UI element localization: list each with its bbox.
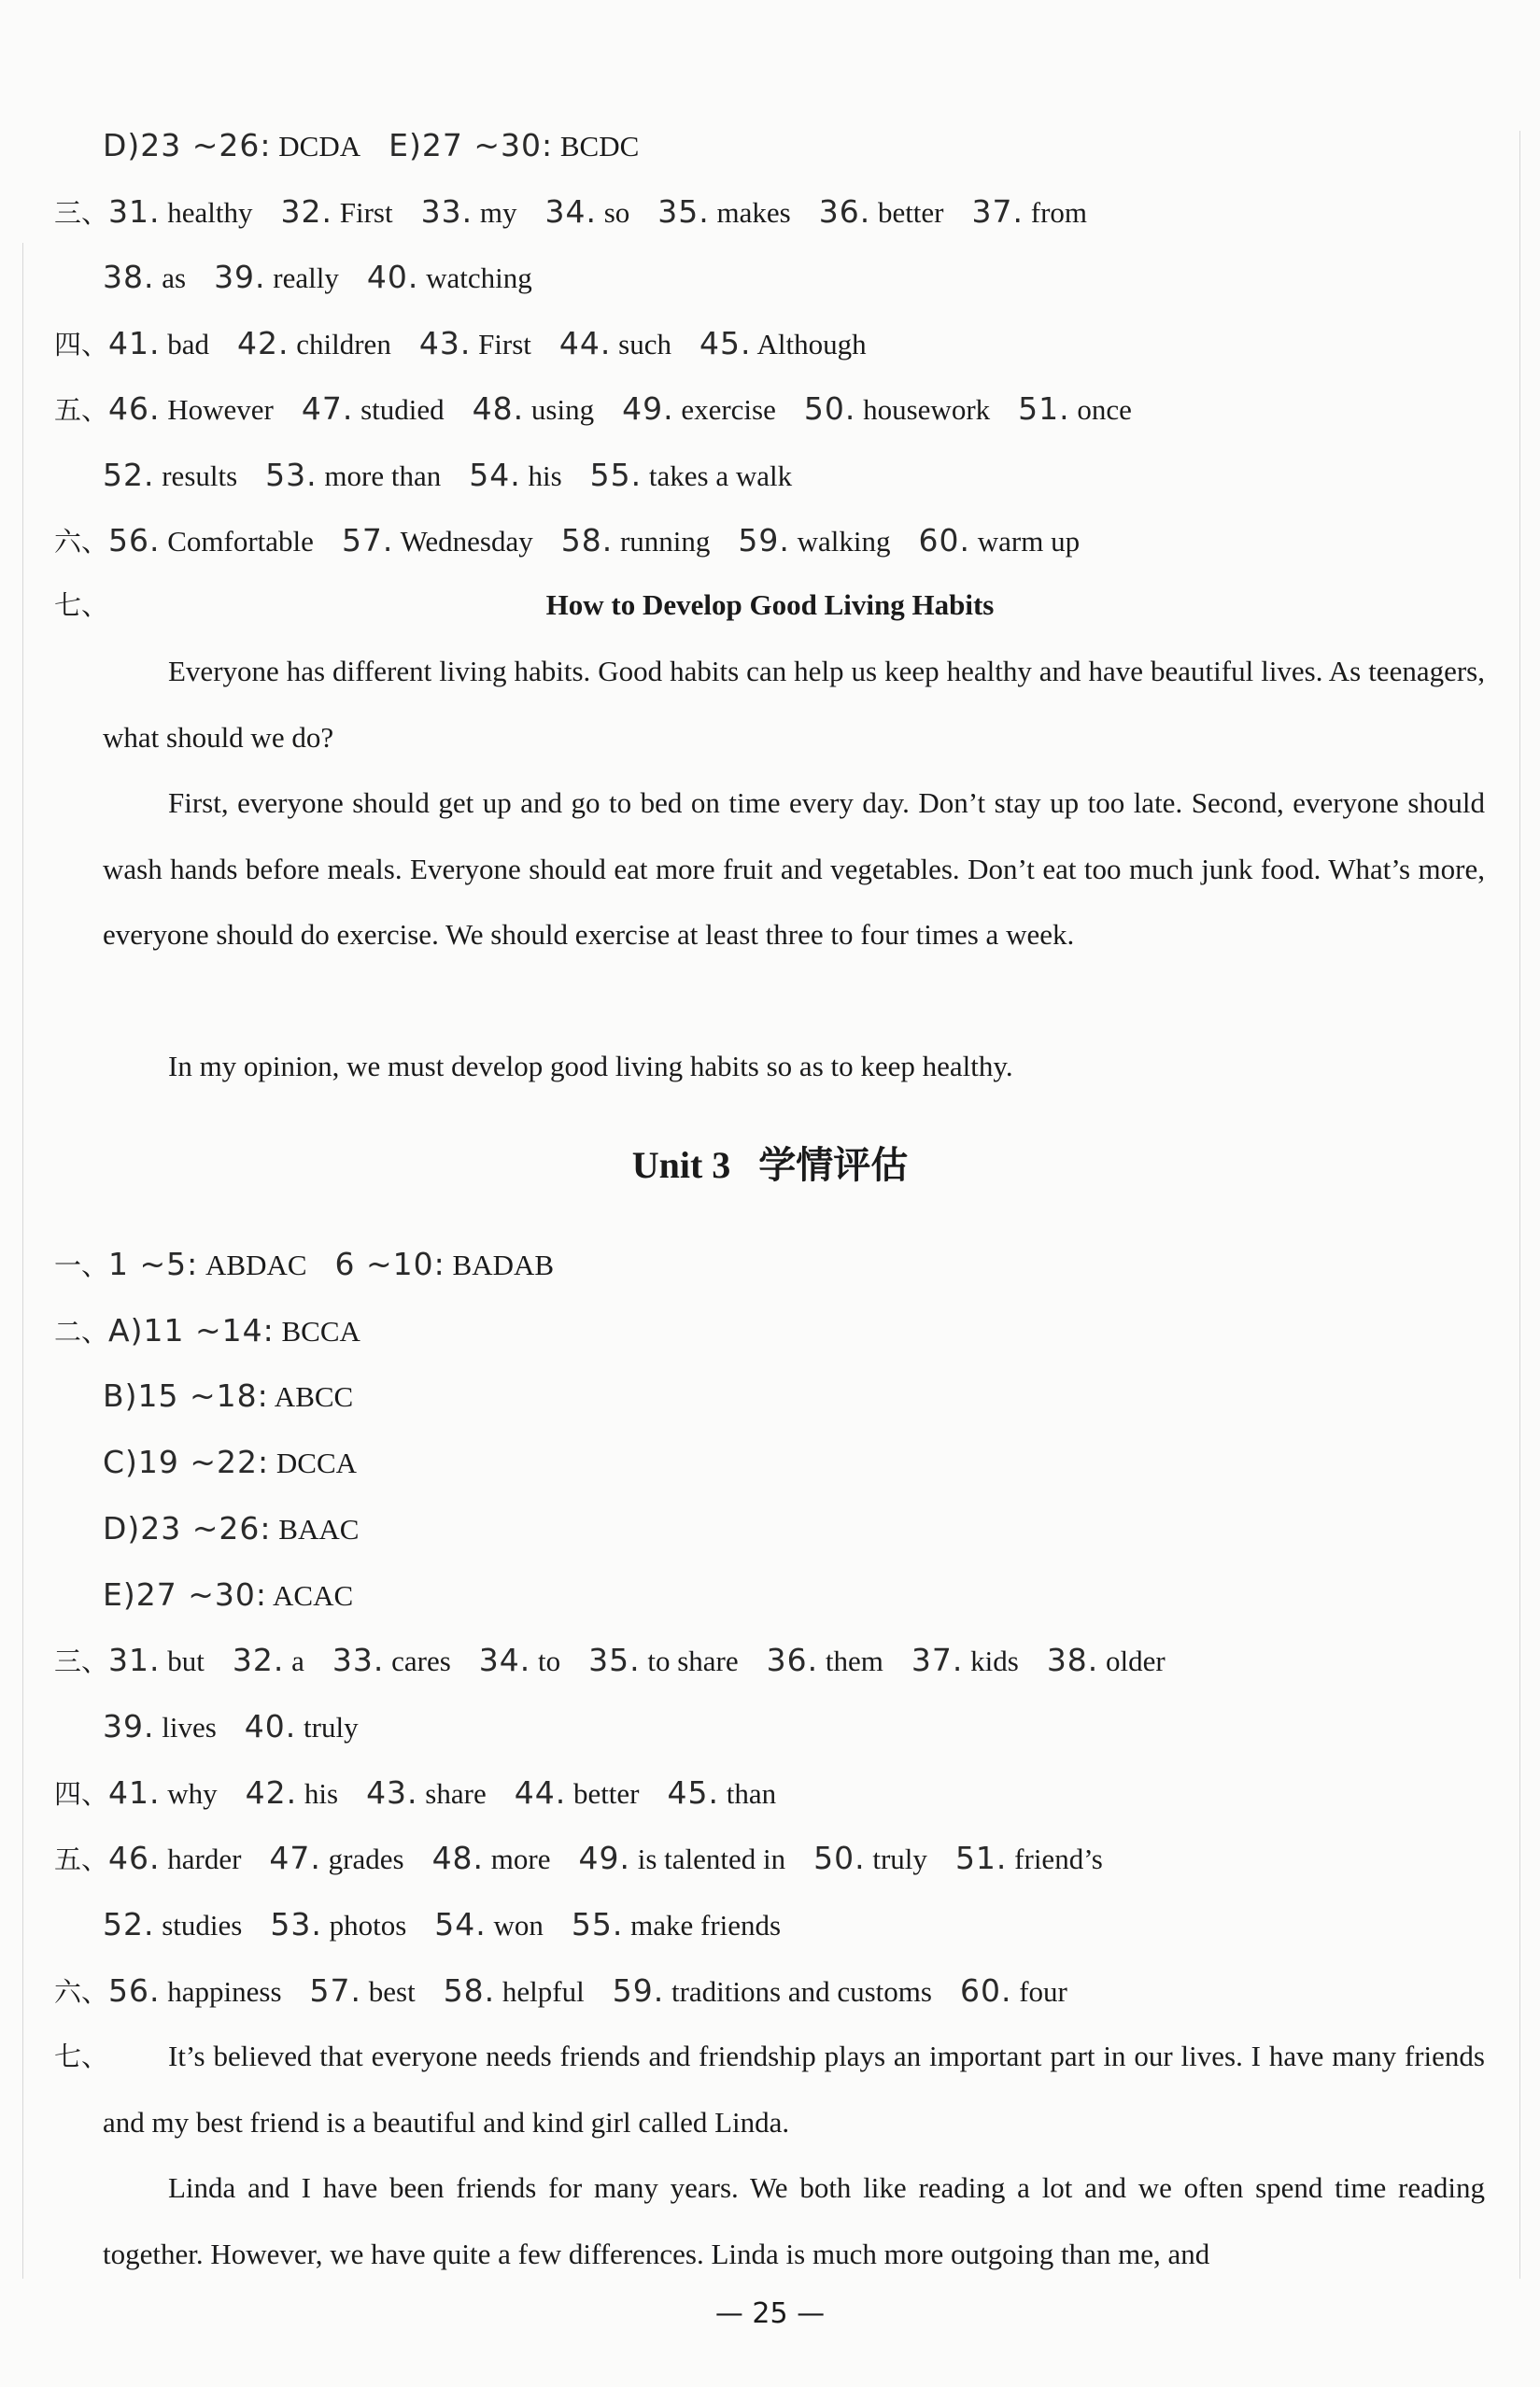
section-number: 二、 xyxy=(54,1315,109,1348)
question-number: 42. xyxy=(245,1773,298,1811)
question-number: 31. xyxy=(108,1642,161,1679)
answer-text: my xyxy=(473,195,517,229)
question-number: 44. xyxy=(514,1773,567,1811)
question-number: 48. xyxy=(431,1840,485,1877)
question-number: 52. xyxy=(103,456,155,493)
answer-text: more xyxy=(484,1843,551,1876)
question-number: 34. xyxy=(478,1642,531,1679)
answer-text: watching xyxy=(418,261,532,294)
question-number: 41. xyxy=(108,324,161,361)
question-number: 36. xyxy=(818,192,871,230)
unit3-answer-row xyxy=(54,1640,1194,1681)
question-number: 54. xyxy=(469,456,521,493)
answer-text: a xyxy=(284,1645,304,1678)
question-number: D)23 ~26: xyxy=(103,127,272,163)
question-number: 38. xyxy=(1046,1642,1099,1679)
answer-text: However xyxy=(160,393,274,426)
unit3-answer-row xyxy=(54,1838,1131,1879)
question-number: 39. xyxy=(214,259,266,295)
question-number: 57. xyxy=(341,522,394,558)
answer-text: better xyxy=(870,195,944,229)
unit-heading-cn: 学情评估 xyxy=(758,1144,909,1187)
question-number: 35. xyxy=(657,192,710,230)
question-number: 40. xyxy=(366,259,419,295)
answer-text: Although xyxy=(751,327,867,360)
section-number: 五、 xyxy=(54,394,109,426)
answer-text: results xyxy=(154,459,238,492)
question-number: 53. xyxy=(270,1906,322,1942)
answer-text: warm up xyxy=(970,525,1081,558)
question-number: 49. xyxy=(622,390,674,427)
answer-text: his xyxy=(297,1776,339,1810)
question-number: 56. xyxy=(108,522,161,558)
unit3-answer-row xyxy=(103,1508,387,1549)
section-number: 三、 xyxy=(54,1645,109,1678)
question-number: 59. xyxy=(612,1971,665,2009)
unit3-essay-paragraph-2: Linda and I have been friends for many years. We both like reading a lot and we often spend time reading together. However, we have quite a few differences. Linda is much more outgoing than me, and xyxy=(103,2171,1485,2270)
essay-label-1: 七、 xyxy=(54,589,109,621)
answer-text: won xyxy=(486,1909,544,1942)
answer-text: as xyxy=(154,261,187,294)
unit3-answer-row xyxy=(103,1376,381,1417)
answer-text: ABCC xyxy=(268,1380,354,1414)
essay-paragraph-2: First, everyone should get up and go to bed on time every day. Don’t stay up too late. Second, everyone should wash hands before meals. Everyone should eat more fruit and vegetables. Don’t eat too much junk food. What’s more, everyone should do exercise. We should exercise at least three to four times a week. xyxy=(103,786,1485,951)
answer-text: studied xyxy=(353,393,445,426)
answer-text: exercise xyxy=(673,393,776,426)
answer-text: more than xyxy=(317,459,442,492)
question-number: 41. xyxy=(108,1773,161,1811)
question-number: 31. xyxy=(108,192,161,230)
question-number: 46. xyxy=(108,1840,161,1877)
answer-text: ACAC xyxy=(266,1578,354,1612)
unit3-answer-row xyxy=(54,1970,1095,2012)
question-number: 6 ~10: xyxy=(334,1246,445,1282)
question-number: 42. xyxy=(237,324,290,361)
answer-text: First xyxy=(471,327,531,360)
unit-heading-en: Unit 3 xyxy=(631,1144,731,1186)
answer-text: bad xyxy=(160,327,210,360)
question-number: 38. xyxy=(103,259,155,295)
question-number: 32. xyxy=(232,1642,285,1679)
answer-text: Wednesday xyxy=(393,525,533,558)
answer-text: grades xyxy=(320,1843,404,1876)
question-number: 51. xyxy=(1018,390,1070,427)
question-number: B)15 ~18: xyxy=(103,1377,269,1415)
question-number: 55. xyxy=(589,456,643,493)
page-number: — 25 — xyxy=(714,2297,826,2330)
unit3-answer-row xyxy=(103,1904,809,1945)
question-number: D)23 ~26: xyxy=(103,1509,272,1547)
answer-text: cares xyxy=(384,1645,451,1678)
answer-text: DCCA xyxy=(269,1447,358,1480)
answer-text: Comfortable xyxy=(160,525,314,558)
question-number: 53. xyxy=(265,456,318,493)
question-number: 45. xyxy=(667,1773,719,1811)
answer-text: friend’s xyxy=(1007,1843,1103,1876)
question-number: 50. xyxy=(813,1840,866,1877)
answer-text: running xyxy=(613,525,711,558)
answer-text: make friends xyxy=(623,1909,782,1942)
question-number: 58. xyxy=(560,522,614,558)
question-number: 56. xyxy=(108,1971,161,2009)
prev-answer-row xyxy=(103,257,560,298)
answer-text: housework xyxy=(855,393,991,426)
question-number: 37. xyxy=(911,1642,964,1679)
question-number: 33. xyxy=(332,1642,385,1679)
prev-answer-row xyxy=(54,388,1160,430)
answer-text: walking xyxy=(789,525,891,558)
answer-text: to share xyxy=(640,1645,739,1678)
question-number: A)11 ~14: xyxy=(108,1311,275,1349)
answer-text: four xyxy=(1011,1974,1067,2008)
answer-text: is talented in xyxy=(629,1843,786,1876)
section-number: 六、 xyxy=(54,526,109,558)
question-number: 51. xyxy=(954,1840,1008,1877)
question-number: 60. xyxy=(959,1971,1012,2009)
question-number: 32. xyxy=(280,192,332,230)
answer-text: his xyxy=(520,459,562,492)
essay-paragraph-1: Everyone has different living habits. Good habits can help us keep healthy and have beautiful lives. As teenagers, what should we do? xyxy=(103,655,1485,754)
answer-text: truly xyxy=(865,1843,927,1876)
answer-text: ABDAC xyxy=(198,1249,307,1281)
answer-text: kids xyxy=(963,1645,1019,1678)
prev-answer-row xyxy=(54,191,1115,233)
unit3-essay-paragraph-1: It’s believed that everyone needs friends and friendship plays an important part in our lives. I have many friends and my best friend is a beautiful and kind girl called Linda. xyxy=(103,2040,1485,2139)
section-number: 四、 xyxy=(54,1777,109,1810)
answer-text: BADAB xyxy=(445,1249,555,1281)
answer-text: harder xyxy=(160,1843,242,1876)
question-number: 47. xyxy=(301,390,354,427)
answer-text: children xyxy=(289,327,391,360)
answer-text: traditions and customs xyxy=(664,1974,932,2008)
right-margin-rule xyxy=(1519,131,1520,2279)
answer-text: BCCA xyxy=(274,1314,360,1348)
question-number: 52. xyxy=(103,1906,155,1942)
answer-text: to xyxy=(530,1645,561,1678)
answer-text: truly xyxy=(296,1710,359,1744)
unit3-answer-row xyxy=(54,1244,582,1285)
question-number: 54. xyxy=(434,1906,487,1942)
answer-text: than xyxy=(719,1776,777,1810)
question-number: 50. xyxy=(803,390,856,427)
answer-text: healthy xyxy=(160,195,253,229)
answer-text: BCDC xyxy=(553,130,640,162)
question-number: 57. xyxy=(309,1971,361,2009)
question-number: 47. xyxy=(269,1840,321,1877)
prev-answer-row xyxy=(54,520,1108,561)
prev-answer-row xyxy=(103,455,820,496)
answer-text: BAAC xyxy=(271,1512,360,1546)
answer-text: studies xyxy=(154,1909,243,1942)
answer-text: helpful xyxy=(495,1974,585,2008)
question-number: 39. xyxy=(103,1707,155,1744)
answer-text: share xyxy=(417,1776,487,1810)
answer-text: once xyxy=(1069,393,1132,426)
essay-label-2: 七、 xyxy=(54,2041,109,2072)
section-number: 六、 xyxy=(54,1975,109,2008)
answer-text: really xyxy=(265,261,339,294)
question-number: 36. xyxy=(766,1642,819,1679)
question-number: 43. xyxy=(366,1773,418,1811)
answer-text: photos xyxy=(321,1909,407,1942)
answer-text: such xyxy=(611,327,671,360)
answer-text: them xyxy=(818,1645,883,1678)
unit-heading xyxy=(0,1137,1540,1194)
answer-text: happiness xyxy=(160,1974,282,2008)
question-number: 48. xyxy=(472,390,525,427)
unit3-answer-row xyxy=(103,1706,387,1747)
answer-text: better xyxy=(566,1776,640,1810)
question-number: 40. xyxy=(244,1707,297,1744)
question-number: 34. xyxy=(544,192,597,230)
answer-text: but xyxy=(160,1645,205,1678)
essay-paragraph-3: In my opinion, we must develop good living habits so as to keep healthy. xyxy=(168,1050,1013,1082)
section-number: 一、 xyxy=(54,1250,109,1281)
question-number: E)27 ~30: xyxy=(389,127,554,163)
unit3-answer-row xyxy=(54,1310,389,1351)
answer-text: older xyxy=(1098,1645,1166,1678)
question-number: 60. xyxy=(918,522,970,558)
prev-answer-row xyxy=(103,125,667,166)
question-number: 49. xyxy=(578,1840,630,1877)
unit3-answer-row xyxy=(103,1575,381,1616)
question-number: 37. xyxy=(971,192,1024,230)
question-number: 35. xyxy=(588,1642,641,1679)
question-number: 58. xyxy=(443,1971,496,2009)
left-margin-rule xyxy=(22,243,23,2279)
question-number: 1 ~5: xyxy=(108,1246,199,1282)
section-number: 三、 xyxy=(54,196,109,229)
question-number: 44. xyxy=(558,324,612,361)
question-number: C)19 ~22: xyxy=(103,1444,270,1481)
essay-title: How to Develop Good Living Habits xyxy=(545,588,995,621)
unit3-answer-row xyxy=(54,1773,804,1814)
question-number: E)27 ~30: xyxy=(103,1575,267,1613)
answer-text: DCDA xyxy=(271,130,361,162)
answer-text: using xyxy=(524,393,595,426)
section-number: 四、 xyxy=(54,328,109,360)
prev-answer-row xyxy=(54,323,895,364)
answer-text: so xyxy=(596,195,630,229)
answer-text: makes xyxy=(709,195,791,229)
question-number: 45. xyxy=(699,324,752,361)
answer-text: from xyxy=(1024,195,1088,229)
question-number: 46. xyxy=(108,390,161,427)
section-number: 五、 xyxy=(54,1843,109,1876)
answer-text: why xyxy=(160,1776,218,1810)
question-number: 55. xyxy=(571,1906,624,1942)
answer-text: First xyxy=(332,195,393,229)
question-number: 33. xyxy=(420,192,473,230)
answer-text: takes a walk xyxy=(642,459,793,492)
answer-text: best xyxy=(361,1974,416,2008)
answer-text: lives xyxy=(154,1710,217,1744)
question-number: 43. xyxy=(418,324,472,361)
question-number: 59. xyxy=(738,522,790,558)
unit3-answer-row xyxy=(103,1442,385,1483)
